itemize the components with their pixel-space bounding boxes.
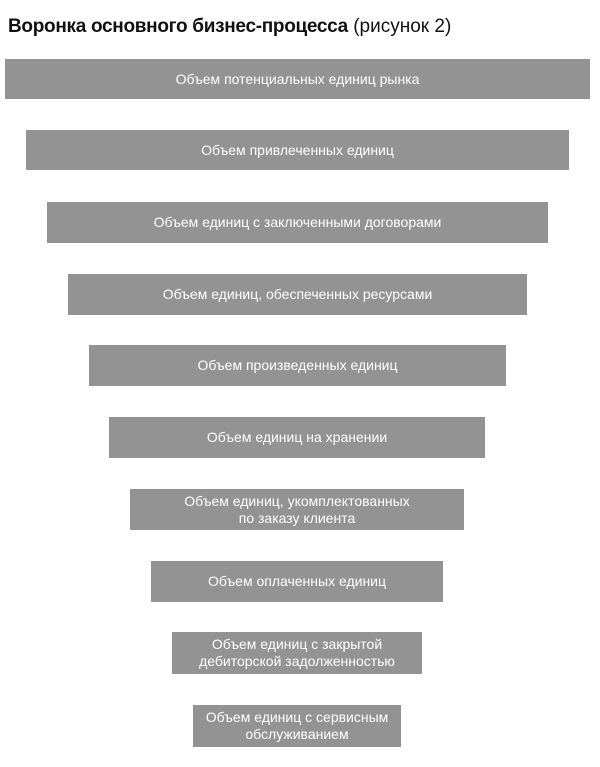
funnel-stage-6 (109, 417, 485, 458)
stage-label: Объем единиц с заключенными договорами (153, 214, 442, 230)
funnel-stage-4 (68, 274, 527, 315)
funnel-stage-2 (26, 130, 569, 170)
stage-label: Объем привлеченных единиц (201, 141, 394, 158)
stage-label: Объем произведенных единиц (197, 357, 398, 373)
stage-label-line-1: Объем единиц с закрытой (211, 636, 383, 652)
funnel-stage-1 (5, 59, 590, 99)
stage-label-line-1: Объем единиц с сервисным (205, 709, 389, 725)
funnel-stage-5 (89, 345, 506, 386)
stage-label: Объем единиц на хранении (206, 429, 388, 445)
stage-label-line-1: Объем единиц, укомплектованных (184, 492, 410, 509)
funnel-stage-7 (130, 489, 464, 530)
page-title (8, 16, 451, 38)
funnel-stage-8 (151, 561, 443, 602)
stage-label-line-2: обслуживанием (245, 726, 349, 742)
funnel-stage-3 (47, 202, 548, 243)
stage-label-line-2: по заказу клиента (238, 509, 356, 526)
funnel-stage-9 (172, 632, 422, 674)
funnel-stage-10 (193, 705, 401, 747)
stage-label: Объем оплаченных единиц (207, 573, 387, 589)
title-main: Воронка основного бизнес-процесса (8, 16, 348, 37)
stage-label: Объем потенциальных единиц рынка (175, 70, 420, 87)
stage-label-line-2: дебиторской задолженностью (199, 653, 395, 669)
title-note: (рисунок 2) (353, 16, 452, 37)
stage-label: Объем единиц, обеспеченных ресурсами (162, 286, 433, 302)
